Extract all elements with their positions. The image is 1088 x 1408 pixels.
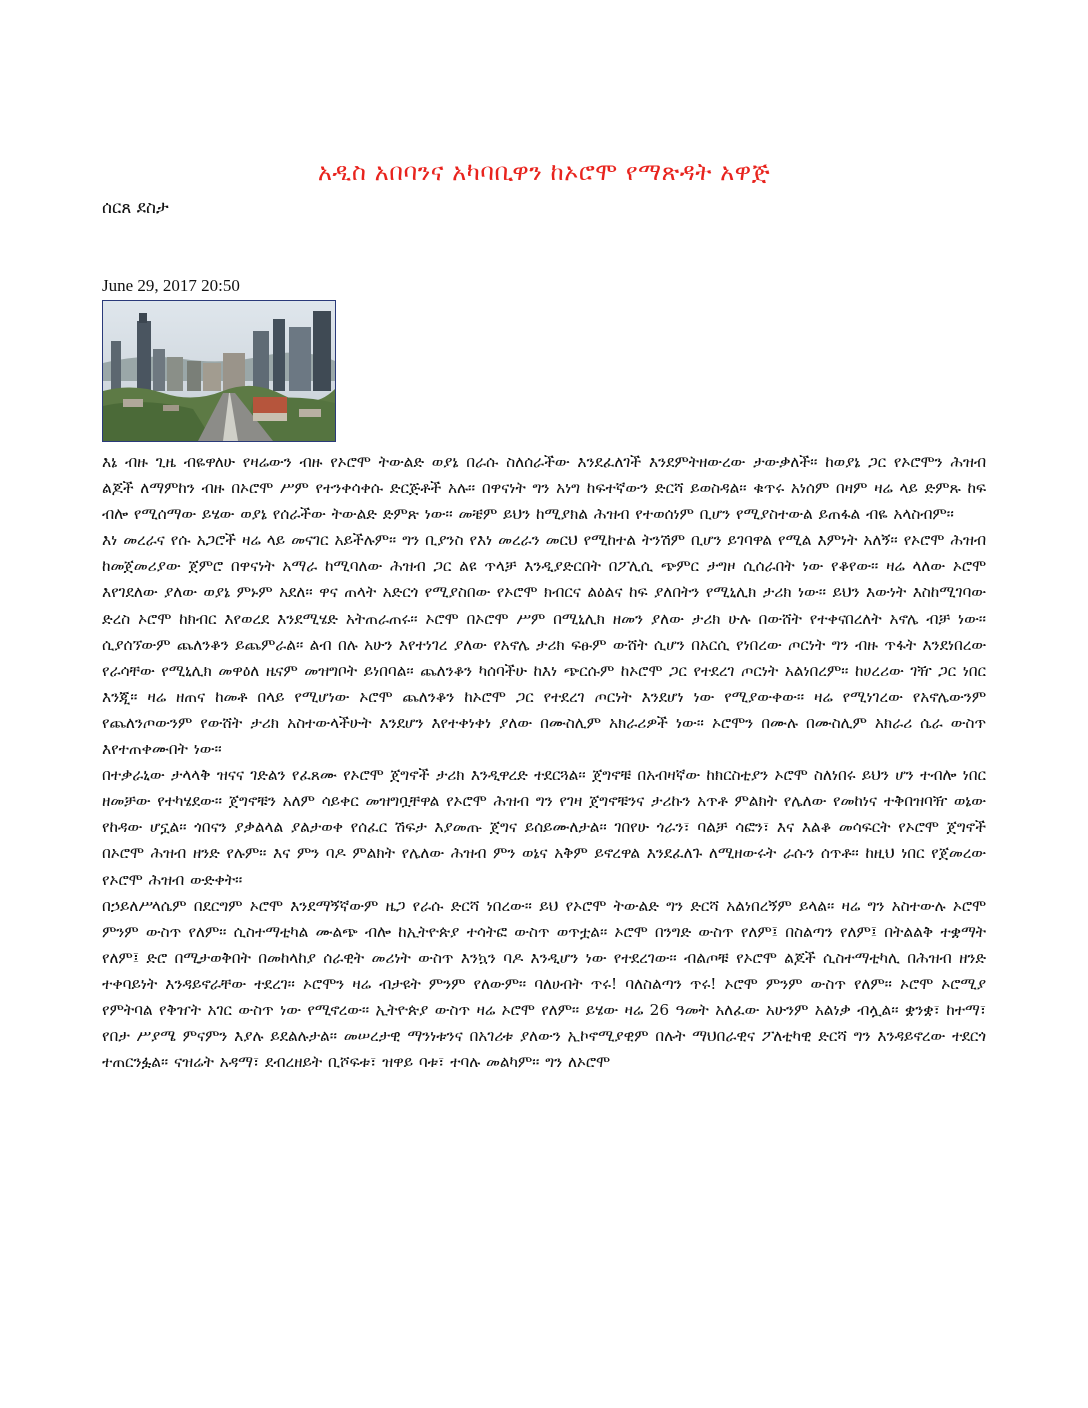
article-paragraph-1: እኔ ብዙ ጊዜ ብዬዋለሁ የዛሬውን ብዙ የኦሮሞ ትውልድ ወያኔ በራሱ ስለሰራችው እንደፈለገች እንደምትዘውረው ታውቃለች፡፡ ከወያኔ ጋር የኦሮሞን ሕዝብ ልጆች ለማምከን ብዙ በኦሮሞ ሥም የተንቀሳቀሱ ድርጅቶች አሉ፡፡ በዋናነት ግን አነግ ከፍተኛውን ድርሻ ይወስዳል፡፡ ቁጥሩ አነሰም በዛም ዛሬ ላይ ድምጹ ከፍ ብሎ የሚሰማው ይሄው ወያኔ የሰራችው ትውልድ ድምጽ ነው፡፡ መቼም ይህን ከሚያክል ሕዝብ የተወሰነም ቢሆን የሚያስተውል ይጠፋል ብዬ አላስብም፡፡ bbox=[102, 453, 986, 524]
article-author: ሰርጸ ደስታ bbox=[102, 198, 169, 218]
article-date: June 29, 2017 20:50 bbox=[102, 276, 240, 295]
article-title: አዲስ አበባንና አካባቢዋን ከኦሮሞ የማጽዳት አዋጅ bbox=[317, 158, 771, 186]
article-paragraph-2: እነ መረራና የሱ አጋሮች ዛሬ ላይ መናገር አይችሉም፡፡ ግን ቢያንስ የእነ መረራን መርህ የሚከተል ትንሽም ቢሆን ይገባዋል የሚል እምነት አለኝ፡፡ የኦሮሞ ሕዝብ ከመጀመሪያው ጀምሮ በዋናነት አማራ ከሚባለው ሕዝብ ጋር ልዩ ጥላቻ እንዲያድርበት በፖሊሲ ጭምር ታግዞ ሲሰራበት ነው የቆየው፡፡ ዛሬ ላለው ኦሮሞ እየገደለው ያለው ወያኔ ምኑም አደለ፡፡ ዋና ጠላት አድርጎ የሚያስበው የኦሮሞ ክብርና ልዕልና ከፍ ያለበትን የሚኒሊክ ታሪክ ነው፡፡ ይህን እውነት እስከሚገባው ድረስ ኦሮሞ ከክብር እየወረደ እንደሚሄድ አትጠራጠሩ፡፡ ኦሮሞ በኦሮሞ ሥም በሚኒሊክ ዘመን ያለው ታሪክ ሁሉ በውሸት የተቀናበረለት አኖሌ ብቻ ነው፡፡ ሲያሰኘውም ጨለንቆን ይጨምራል፡፡ ልብ በሉ አሁን እየተነገረ ያለው የአኖሌ ታሪክ ፍፁም ውሸት ሲሆን በአርሲ የነበረው ጦርነት ግን ብዙ ጥፋት እንደነበረው የራሳቸው የሚኒሊክ መዋዕለ ዜናም መዝግቦት ይነበባል፡፡ ጨለንቆን ካሰባችሁ ከእነ ጭርሱም ከኦሮሞ ጋር የተደረገ ጦርነት አልነበረም፡፡ ከሀረሪው ገዥ ጋር ነበር እንጂ፡፡ ዛሬ ዘጠና ከመቶ በላይ የሚሆነው ኦሮሞ ጨለንቆን ከኦሮሞ ጋር የተደረገ ጦርነት እንደሆነ ነው የሚያውቀው፡፡ ዛሬ የሚነገረው የአኖሌውንም የጨለንጦውንም የውሸት ታሪክ አስተውላችሁት እንደሆን እየተቀነቀነ ያለው በሙስሊም አክራሪዎች ነው፡፡ ኦሮሞን በሙሉ በሙስሊም አክራሪ ሴራ ውስጥ እየተጠቀሙበት ነው፡፡ bbox=[102, 531, 986, 759]
article-body bbox=[102, 449, 986, 1075]
article-paragraph-4: በኃይለሥላሴም በደርግም ኦሮሞ እንደማኝኛውም ዜጋ የራሱ ድርሻ ነበረው፡፡ ይህ የኦሮሞ ትውልድ ግን ድርሻ አልነበረኝም ይላል፡፡ ዛሬ ግን አስተውሉ ኦሮሞ ምንም ውስጥ የለም፡፡ ሲስተማቲካል ሙልጭ ብሎ ከኢትዮጵያ ተሳትፎ ውስጥ ወጥቷል፡፡ ኦሮሞ በንግድ ውስጥ የለም፤ በስልጣን የለም፤ በትልልቅ ተቋማት የለም፤ ድሮ በሚታወቅበት በመከላከያ ሰራዊት መሪነት ውስጥ እንኳን ባዶ እንዲሆን ነው የተደረገው፡፡ ብልጦቹ የኦሮሞ ልጆች ሲስተማቲካሊ በሕዝብ ዘንድ ተቀባይነት እንዳይኖራቸው ተደረገ፡፡ ኦሮሞን ዛሬ ብታዩት ምንም የለውም፡፡ ባለሀብት ጥሩ! ባለስልጣን ጥሩ! ኦሮሞ ምንም ውስጥ የለም፡፡ ኦሮሞ ኦሮሚያ የምትባል የቅዠት አገር ውስጥ ነው የሚኖረው፡፡ ኢትዮጵያ ውስጥ ዛሬ ኦሮሞ የለም፡፡ ይሄው ዛሬ 26 ዓመት አለፈው አሁንም አልነቃ ብሏል፡፡ ቋንቋ፣ ከተማ፣ የበታ ሥያሜ ምናምን እያሉ ይደልሉታል፡፡ መሠረታዊ ማንነቱንና በአገሪቱ ያለውን ኢኮኖሚያዊም በሉት ማህበራዊና ፖለቲካዊ ድርሻ ግን እንዳይኖረው ተደርጎ ተጠርንፏል፡፡ ናዝሬት አዳማ፣ ደብረዘይት ቢሾፍቱ፣ ዝዋይ ባቱ፣ ተባሉ መልካም፡፡ ግን ለኦሮሞ bbox=[102, 896, 987, 1072]
city-photo bbox=[102, 300, 336, 442]
city-skyline-image bbox=[103, 301, 335, 441]
article-paragraph-3: በተቃራኒው ታላላቅ ዝናና ገድልን የፈጸሙ የኦሮሞ ጀግኖች ታሪክ እንዲዋረድ ተደርጓል፡፡ ጀግኖቹ በአብዛኛው ከክርስቲያን ኦሮሞ ስለነበሩ ይህን ሆን ተብሎ ነበር ዘመቻው የተካሄደው፡፡ ጀግኖቹን አለም ሳይቀር መዝግቧቸዋል የኦሮሞ ሕዝብ ግን የገዛ ጀግኖቹንና ታሪኩን አጥቶ ምልክት የሌለው የመከነና ተቅበዝባዥ ወኔው የከዳው ሆኗል፡፡ ጎበናን ያቃልላል ያልታወቀ የሰፈር ሽፍታ እያመጡ ጀግና ይሰይሙለታል፡፡ ገበየሁ ጎራን፣ ባልቻ ሳፎን፣ እና እልቆ መሳፍርት የኦሮሞ ጀግኖች በኦሮሞ ሕዝብ ዘንድ የሉም፡፡ እና ምን ባዶ ምልክት የሌለው ሕዝብ ምን ወኔና አቅም ይኖረዋል እንደፈለጉ ለሚዘውሩት ራሱን ሰጥቶ፡፡ ከዚህ ነበር የጀመረው የኦሮሞ ሕዝብ ውድቀት፡፡ bbox=[102, 766, 986, 889]
